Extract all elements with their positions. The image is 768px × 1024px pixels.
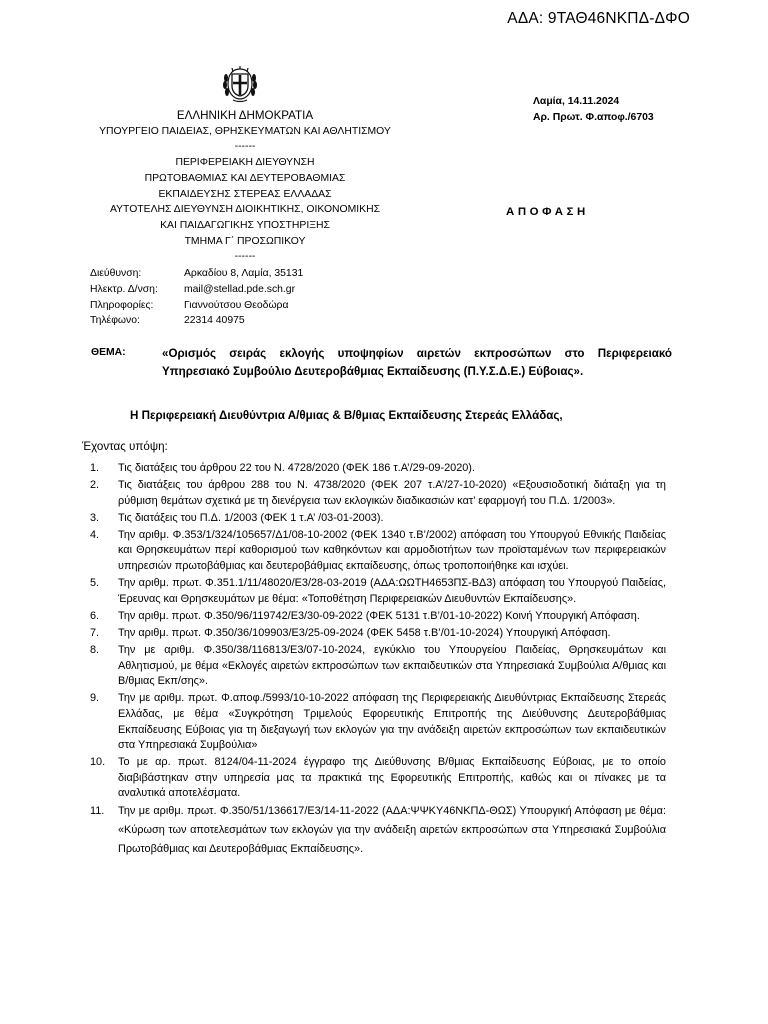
issuing-authority xyxy=(80,108,410,265)
contact-value: 22314 40975 xyxy=(184,315,245,327)
item-text: Την με αριθμ. πρωτ. Φ.αποφ./5993/10-10-2022 απόφαση της Περιφερειακής Διευθύντριας Εκπαίδευσης Στερεάς Ελλάδας, με θέμα «Συγκρότηση Τριμελούς Εφορευτικής Επιτροπής της Διεύθυνσης Δευτεροβάθμιας Εκπαίδευσης Εύβοιας για τη διεξαγωγή των εκλογών για την ανάδειξη αιρετών εκπροσώπων των εκπαιδευτικών στα Υπηρεσιακά Συμβούλια» xyxy=(118,692,666,752)
list-item xyxy=(90,802,666,858)
protocol-number: Αρ. Πρωτ. Φ.αποφ./6703 xyxy=(533,111,654,123)
header-line: ΕΛΛΗΝΙΚΗ ΔΗΜΟΚΡΑΤΙΑ xyxy=(176,109,314,122)
contact-row xyxy=(90,313,303,329)
director-line: Η Περιφερειακή Διευθύντρια Α/θμιας & Β/θμιας Εκπαίδευσης Στερεάς Ελλάδας, xyxy=(130,409,563,422)
header-separator: ------ xyxy=(234,141,256,153)
item-text: Την με αριθμ. πρωτ. Φ.350/51/136617/Ε3/14-11-2022 (ΑΔΑ:ΨΨΚΥ46ΝΚΠΔ-ΘΩΣ) Υπουργική Απόφαση με θέμα: «Κύρωση των αποτελεσμάτων των εκλογών για την ανάδειξη αιρετών εκπροσώπων στα Υπηρεσιακά Συμβούλια Πρωτοβάθμιας και Δευτεροβάθμιας Εκπαίδευσης». xyxy=(118,805,666,855)
header-line: ΤΜΗΜΑ Γ΄ ΠΡΟΣΩΠΙΚΟΥ xyxy=(184,235,306,247)
contact-label: Πληροφορίες: xyxy=(90,299,154,311)
list-item xyxy=(90,576,666,607)
header-line: ΚΑΙ ΠΑΙΔΑΓΩΓΙΚΗΣ ΥΠΟΣΤΗΡΙΞΗΣ xyxy=(160,219,330,231)
ada-code: ΑΔΑ: 9ΤΑΘ46ΝΚΠΔ-ΔΦΟ xyxy=(507,10,690,27)
contact-label: Διεύθυνση: xyxy=(90,268,142,279)
item-text: Τις διατάξεις του άρθρου 22 του Ν. 4728/2020 (ΦΕΚ 186 τ.Α’/29-09-2020). xyxy=(118,462,475,474)
legal-basis-list xyxy=(90,461,666,860)
header-line: ΠΕΡΙΦΕΡΕΙΑΚΗ ΔΙΕΥΘΥΝΣΗ xyxy=(175,157,315,169)
contact-info xyxy=(90,266,303,329)
header-line: ΥΠΟΥΡΓΕΙΟ ΠΑΙΔΕΙΑΣ, ΘΡΗΣΚΕΥΜΑΤΩΝ ΚΑΙ ΑΘΛΗΤΙΣΜΟΥ xyxy=(99,125,391,137)
list-item xyxy=(90,626,666,642)
contact-value: mail@stellad.pde.sch.gr xyxy=(184,283,296,295)
contact-row xyxy=(90,266,303,282)
item-text: Την αριθμ. πρωτ. Φ.350/36/109903/Ε3/25-09-2024 (ΦΕΚ 5458 τ.Β’/01-10-2024) Υπουργική Απόφαση. xyxy=(118,626,611,639)
item-number: 9. xyxy=(90,692,100,705)
header-separator: ------ xyxy=(234,251,256,263)
item-number: 1. xyxy=(90,462,100,474)
subject-label: ΘΕΜΑ: xyxy=(91,347,126,358)
decision-title: ΑΠΟΦΑΣΗ xyxy=(506,206,589,218)
header-line: ΕΚΠΑΙΔΕΥΣΗΣ ΣΤΕΡΕΑΣ ΕΛΛΑΔΑΣ xyxy=(158,188,332,200)
header-line: ΠΡΩΤΟΒΑΘΜΙΑΣ ΚΑΙ ΔΕΥΤΕΡΟΒΑΘΜΙΑΣ xyxy=(144,172,346,184)
item-number: 10. xyxy=(90,756,106,769)
contact-value: Γιαννούτσου Θεοδώρα xyxy=(184,299,289,311)
list-item xyxy=(90,511,666,527)
item-number: 3. xyxy=(90,511,100,524)
item-text: Την με αριθμ. Φ.350/38/116813/Ε3/07-10-2024, εγκύκλιο του Υπουργείου Παιδείας, Θρησκευμάτων και Αθλητισμού, με θέμα «Εκλογές αιρετών εκπροσώπων των εκπαιδευτικών στα Υπηρεσιακά Συμβούλια Α/θμιας και Β/θμιας Εκπ/σης». xyxy=(118,644,666,688)
item-text: Την αριθμ. πρωτ. Φ.350/96/119742/Ε3/30-09-2022 (ΦΕΚ 5131 τ.Β’/01-10-2022) Κοινή Υπουργική Απόφαση. xyxy=(118,609,640,622)
contact-label: Τηλέφωνο: xyxy=(90,315,140,327)
list-item xyxy=(90,609,666,625)
list-item xyxy=(90,643,666,690)
item-text: Τις διατάξεις του άρθρου 288 του Ν. 4738/2020 (ΦΕΚ 207 τ.Α’/27-10-2020) «Εξουσιοδοτική διάταξη για τη ρύθμιση θεμάτων σχετικά με τη διενέργεια των εκλογικών διαδικασιών κατ’ εφαρμογή του Π.Δ. 1/2003». xyxy=(118,479,666,507)
item-text: Το με αρ. πρωτ. 8124/04-11-2024 έγγραφο της Διεύθυνσης Β/θμιας Εκπαίδευσης Εύβοιας, με το οποίο διαβιβάστηκαν στην υπηρεσία μας τα πρακτικά της Εφορευτικής Επιτροπής, καθώς και οι πίνακες με τα αναλυτικά αποτελέσματα. xyxy=(118,756,666,800)
item-number: 2. xyxy=(90,479,100,492)
considering-heading: Έχοντας υπόψη: xyxy=(82,440,168,453)
item-text: Την αριθμ. Φ.353/1/324/105657/Δ1/08-10-2002 (ΦΕΚ 1340 τ.Β’/2002) απόφαση του Υπουργού Εθνικής Παιδείας και Θρησκευμάτων περί καθορισμού των καθηκόντων και αρμοδιοτήτων των προϊσταμένων των περιφερειακών υπηρεσιών πρωτοβάθμιας και δευτεροβάθμιας εκπαίδευσης, όπως τροποποιήθηκε και ισχύει. xyxy=(118,528,666,573)
list-item xyxy=(90,691,666,753)
subject-text: «Ορισμός σειράς εκλογής υποψηφίων αιρετών εκπροσώπων στο Περιφερειακό Υπηρεσιακό Συμβούλιο Δευτεροβάθμιας Εκπαίδευσης (Π.Υ.Σ.Δ.Ε.) Εύβοιας». xyxy=(162,347,672,378)
contact-label: Ηλεκτρ. Δ/νση: xyxy=(90,283,158,295)
contact-value: Αρκαδίου 8, Λαμία, 35131 xyxy=(184,268,304,279)
contact-row xyxy=(90,282,303,298)
item-number: 11. xyxy=(90,805,105,818)
date-line: Λαμία, 14.11.2024 xyxy=(533,96,620,107)
header-line: ΑΥΤΟΤΕΛΗΣ ΔΙΕΥΘΥΝΣΗ ΔΙΟΙΚΗΤΙΚΗΣ, ΟΙΚΟΝΟΜΙΚΗΣ xyxy=(109,204,381,216)
list-item xyxy=(90,478,666,509)
item-text: Τις διατάξεις του Π.Δ. 1/2003 (ΦΕΚ 1 τ.Α’ /03-01-2003). xyxy=(118,511,384,524)
list-item xyxy=(90,461,666,477)
item-number: 7. xyxy=(90,626,100,639)
item-text: Την αριθμ. πρωτ. Φ.351.1/11/48020/Ε3/28-03-2019 (ΑΔΑ:ΩΩΤΗ4653ΠΣ-ΒΔ3) απόφαση του Υπουργού Παιδείας, Έρευνας και Θρησκευμάτων με θέμα: «Τοποθέτηση Περιφερειακών Διευθυντών Εκπαίδευσης». xyxy=(118,577,666,605)
item-number: 6. xyxy=(90,609,100,622)
greek-coat-of-arms-icon xyxy=(220,64,260,104)
item-number: 4. xyxy=(90,528,100,541)
date-protocol-block xyxy=(533,94,654,125)
list-item xyxy=(90,755,666,802)
item-number: 5. xyxy=(90,577,100,590)
item-number: 8. xyxy=(90,644,100,657)
list-item xyxy=(90,528,666,575)
contact-row xyxy=(90,298,303,314)
